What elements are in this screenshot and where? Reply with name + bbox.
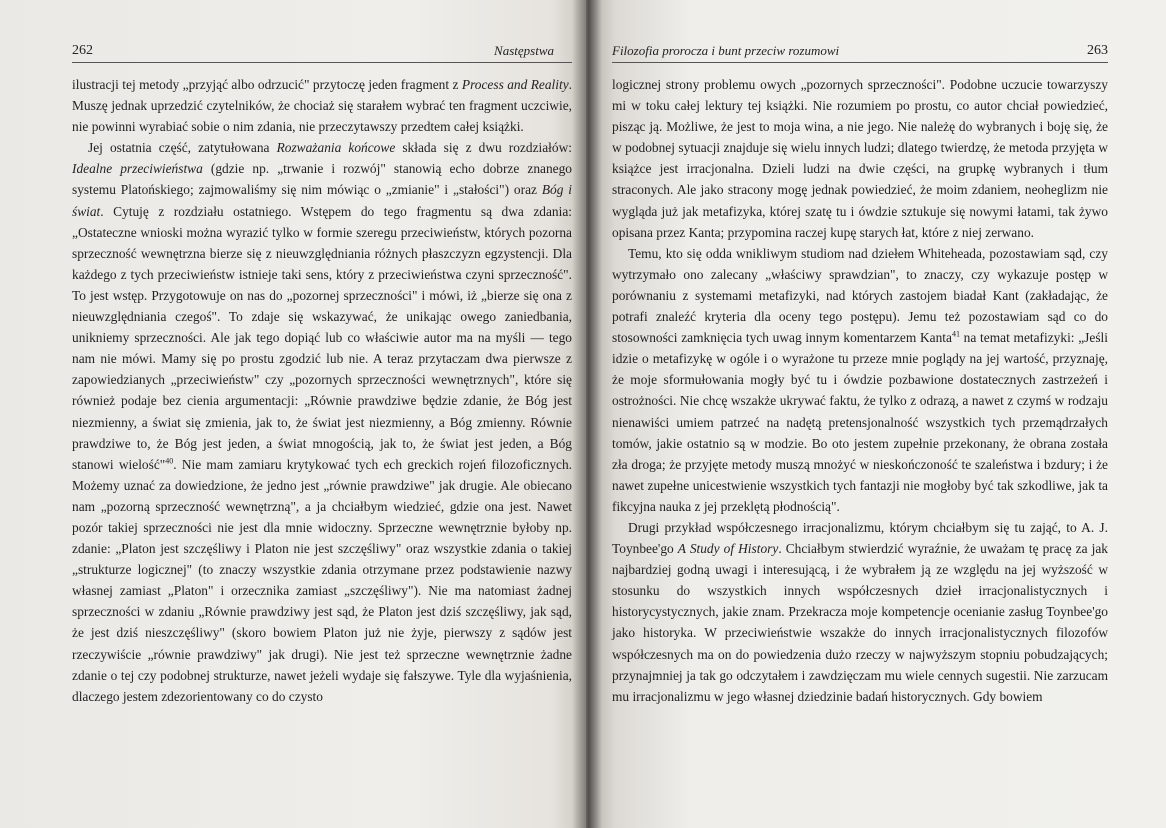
right-page-body [612,74,1108,707]
text-segment: . Chciałbym stwierdzić wyraźnie, że uważam tę pracę za jak najbardziej godną uwagi i interesującą, i że wybrałem ją ze względu na jej wyższość w stosunku do wszystkich innych współczesnych dzieł irracjonalistycznych i historycystycznych, jakie znam. Przekracza moje kompetencje ocenianie zasług Toynbee'go jako historyka. W przeciwieństwie wszakże do innych irracjonalistycznych filozofów współczesnych ma on do powiedzenia dużo rzeczy w najwyższym stopniu pobudzających; przynajmniej ja tak go odczytałem i zawdzięczam mu wiele cennych sugestii. Nie zarzucam mu irracjonalizmu w jego własnej dziedzinie badań historycznych. Gdy bowiem [612,541,1108,704]
text-segment: . Muszę jednak uprzedzić czytelników, że chociaż się starałem wybrać ten fragment uczciwie, nie powinni wyrabiać sobie o nim zdania, nie przeczytawszy przedtem całej książki. [72,77,572,135]
right-page-header [612,36,1108,63]
right-page [586,0,1166,828]
paragraph [612,517,1108,707]
left-page-body [72,74,572,707]
footnote-ref: 41 [951,329,960,339]
paragraph [72,137,572,707]
left-running-head: Następstwa [494,43,554,58]
paragraph [612,243,1108,517]
right-page-number: 263 [1087,43,1108,58]
text-segment: Jej ostatnia część, zatytułowana [88,140,277,156]
left-page-header [72,36,572,63]
text-segment: Bóg i świat [72,182,573,219]
text-segment: logicznej strony problemu owych „pozornych sprzeczności". Podobne uczucie towarzyszy mi w toku całej lektury tej książki. Nie rozumiem po prostu, co autor chciał powiedzieć, pisząc ją. Możliwe, że jest to moja wina, a nie jego. Nie należę do wybranych i boję się, że w podobnej sytuacji znajduje się wielu innych ludzi; dlatego twierdzę, że metoda przyjęta w książce jest irracjonalna. Dzieli ludzi na dwie części, na grupkę wybranych i tłum straconych. Ale jako stracony mogę jednak powiedzieć, że moim zdaniem, neoheglizm nie wygląda już jak metafizyka, której szatę tu i ówdzie sztukuje się nowymi łatami, tak żywo opisana przez Kanta; przypomina raczej kupę starych łat, które z niej zerwano. [612,77,1108,240]
paragraph [612,74,1108,243]
text-segment: składa się z dwu rozdziałów: [395,140,572,156]
text-segment: Drugi przykład współczesnego irracjonalizmu, którym chciałbym się tu zająć, to A. J. Toynbee'go [612,519,1108,557]
left-page-number: 262 [72,43,93,58]
paragraph [72,74,572,137]
text-segment: (gdzie np. „trwanie i rozwój" stanowią echo dobrze znanego systemu Platońskiego; zajmowaliśmy się nim mówiąc o „zmianie" i „stałości") oraz [72,161,572,198]
text-segment: . Cytuję z rozdziału ostatniego. Wstępem do tego fragmentu są dwa zdania: „Ostateczne wnioski można wyrazić tylko w formie szeregu przeciwieństw, których pozorna sprzeczność wewnętrzna bierze się z nieuwzględniania różnych płaszczyzn egzystencji. Dla każdego z tych przeciwieństw istnieje taki sens, który z przeciwieństwa czyni sprzeczność". To jest wstęp. Przygotowuje on nas do „pozornej sprzeczności" i mówi, iż „bierze się ona z nieuwzględniania czegoś". To zdaje się wskazywać, że unikając owego zaniedbania, unikniemy sprzeczności. Ale jak tego dopiąć lub co właściwie autor ma na myśli — tego nam nie mówi. Mamy się po prostu zgodzić lub nie. A teraz przytaczam dwa pierwsze z zapowiedzianych „przeciwieństw" czy „pozornych sprzeczności wewnętrznych", które się również podaje bez cienia argumentacji: „Równie prawdziwe będzie zdanie, że Bóg jest niezmienny, a świat się zmienia, jak to, że świat jest niezmienny, a Bóg zmienny. Równie prawdziwe to, że Bóg jest jeden, a świat mnogością, jak to, że świat jest jeden, a Bóg stanowi wielość" [72,203,572,472]
text-segment: Rozważania końcowe [276,140,396,156]
text-segment: ilustracji tej metody „przyjąć albo odrzucić" przytoczę jeden fragment z [72,77,462,92]
text-segment: Process and Reality [461,77,569,92]
text-segment: Idealne przeciwieństwa [72,161,203,177]
text-segment: Temu, kto się odda wnikliwym studiom nad dziełem Whiteheada, pozostawiam sąd, czy wytrzymało ono zalecany „właściwy sprawdzian", to znaczy, czy wykazuje postęp w porównaniu z systemami metafizyki, nad których zastojem biadał Kant (zakładając, że potrafi znaleźć kryteria dla oceny tego postępu). Jemu też pozostawiam sąd co do stosowności zamknięcia tych uwag innym komentarzem Kanta [612,245,1108,346]
text-segment: . Nie mam zamiaru krytykować tych ech greckich rojeń filozoficznych. Możemy uznać za dowiedzione, że jedno jest „równie prawdziwe" jak drugie. Ale obiecano nam „pozorną sprzeczność wewnętrzną", a ja chciałbym wiedzieć, gdzie ona jest. Nawet pozór takiej sprzeczności nie jest dla mnie widoczny. Sprzeczne wewnętrznie byłoby np. zdanie: „Platon jest szczęśliwy i Platon nie jest szczęśliwy" oraz wszystkie zdania o takiej „strukturze logicznej" (to znaczy wszystkie zdania otrzymane przez podstawienie nazwy własnej zamiast „Platon" i orzecznika zamiast „szczęśliwy"). Nie ma natomiast żadnej sprzeczności w zdaniu „Równie prawdziwy jest sąd, że Platon jest dziś szczęśliwy, jak sąd, że jest dziś nieszczęśliwy" (skoro bowiem Platon już nie żyje, pierwszy z sądów jest rzeczywiście „równie prawdziwy" jak drugi). Nie jest też sprzeczne wewnętrznie żadne zdanie o tej czy podobnej strukturze, nawet jeżeli wydaje się fałszywe. Tyle dla wyjaśnienia, dlaczego jestem zdezorientowany co do czysto [72,456,573,704]
text-segment: A Study of History [677,541,779,557]
text-segment: na temat metafizyki: „Jeśli idzie o metafizykę w ogóle i o wyrażone tu przeze mnie poglądy na jej wartość, przyznaję, że moje sformułowania mogły być tu i ówdzie pozbawione dostatecznych zastrzeżeń i ostrożności. Nie chcę wszakże ukrywać faktu, że tylko z odrazą, a nawet z czymś w rodzaju nienawiści umiem patrzeć na nadętą pretensjonalność wszystkich tych przemądrzałych tomów, jakie ostatnio są w modzie. Bo oto jestem zupełnie przekonany, że obrana została zła droga; że przyjęte metody muszą mnożyć w nieskończoność te szaleństwa i bzdury; i że nawet zupełne unicestwienie wszystkich tych fantazji nie mogłoby być tak szkodliwe, jak ta fikcyjna nauka z jej przeklętą płodnością". [612,330,1108,514]
footnote-ref: 40 [165,456,174,466]
right-running-head: Filozofia proroczа i bunt przeciw rozumowi [612,43,840,58]
